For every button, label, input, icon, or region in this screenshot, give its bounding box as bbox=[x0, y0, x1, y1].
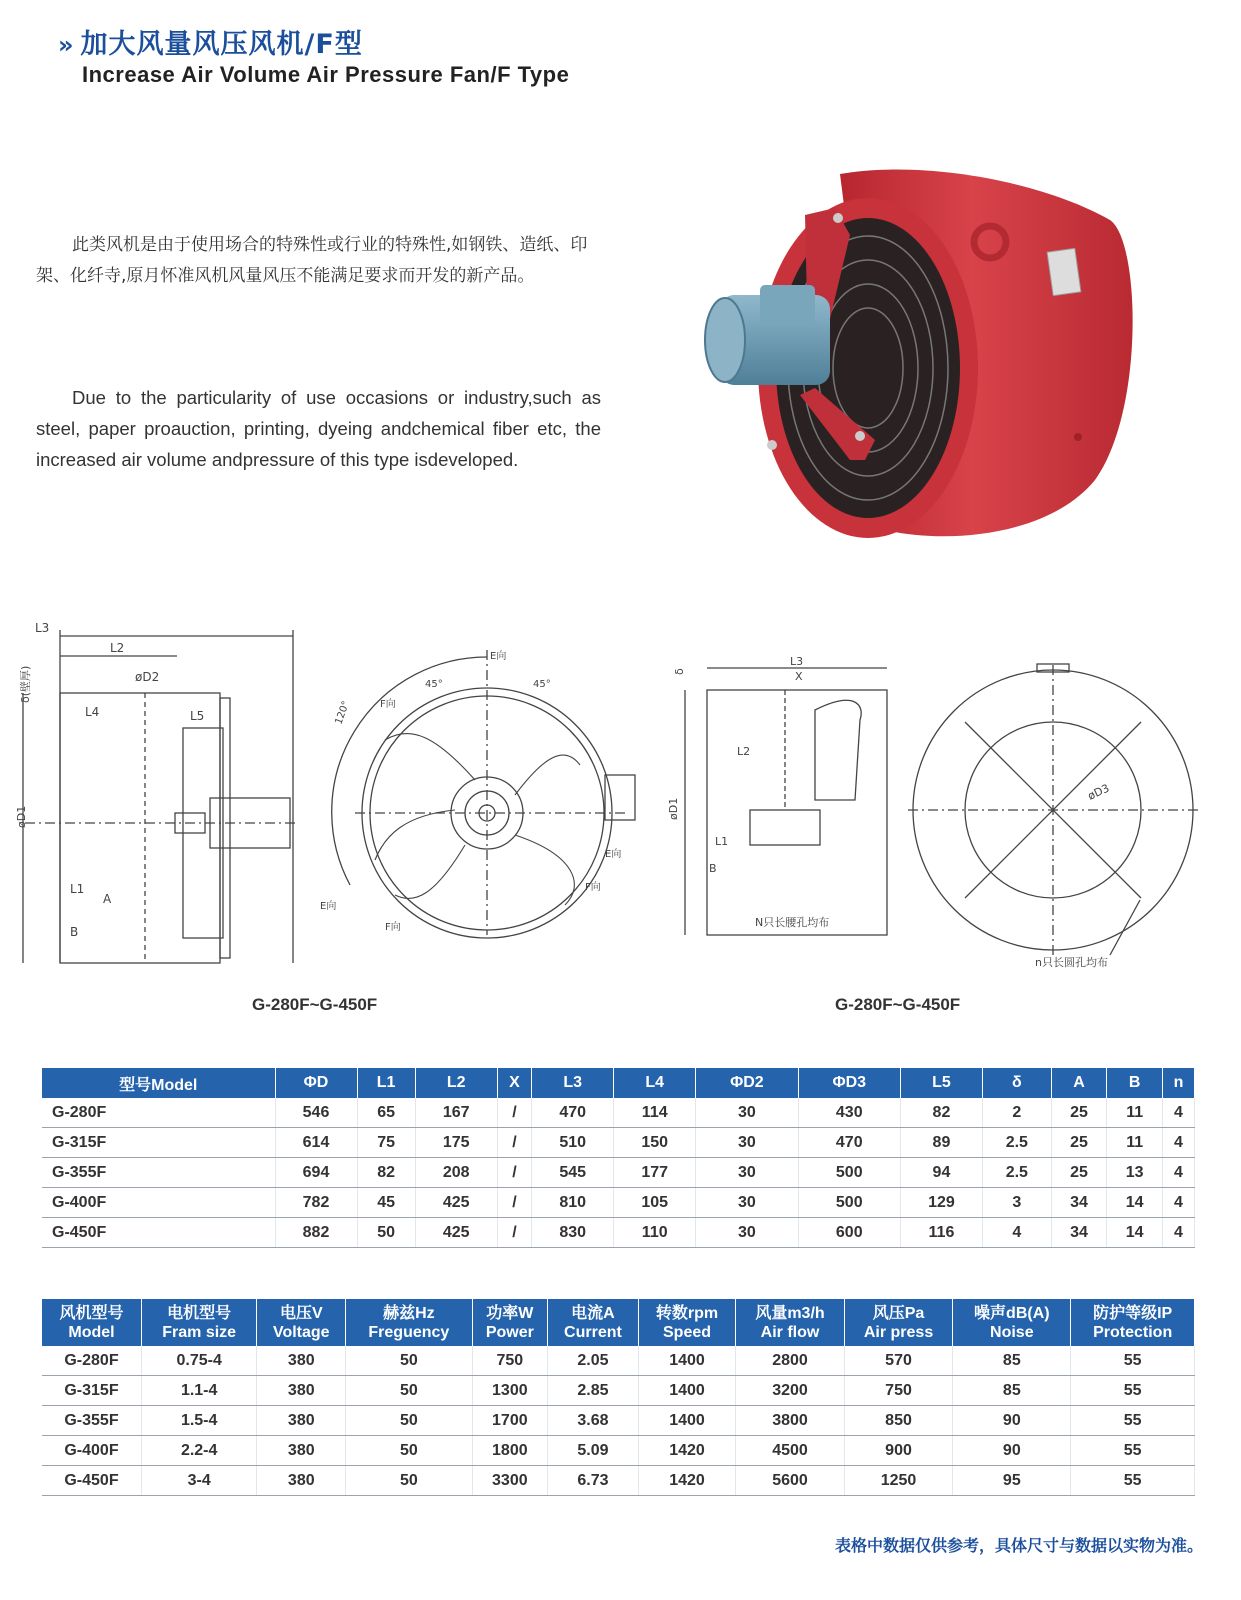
table1-cell: 30 bbox=[696, 1218, 798, 1248]
label-D1: øD1 bbox=[15, 805, 28, 828]
table1-cell: 14 bbox=[1107, 1188, 1163, 1218]
table1-cell: / bbox=[497, 1098, 532, 1128]
table2-cell: 1400 bbox=[638, 1346, 736, 1376]
label-E-left: E向 bbox=[320, 901, 337, 912]
table2-header-en: Speed bbox=[663, 1323, 712, 1341]
table2-cell: 55 bbox=[1071, 1376, 1195, 1406]
table2-cell: G-355F bbox=[42, 1406, 141, 1436]
table2-row bbox=[42, 1376, 1195, 1406]
table1-cell: 175 bbox=[415, 1128, 497, 1158]
table2-cell: 55 bbox=[1071, 1436, 1195, 1466]
table1-cell: 30 bbox=[696, 1188, 798, 1218]
table2-header-cn: 噪声dB(A) bbox=[974, 1304, 1050, 1322]
table1-cell: 82 bbox=[900, 1098, 982, 1128]
table2-cell: 2.2-4 bbox=[141, 1436, 256, 1466]
page-title-cn bbox=[58, 22, 363, 61]
table2-cell: 380 bbox=[257, 1466, 346, 1496]
table1-cell: 82 bbox=[357, 1158, 415, 1188]
label-D1-b: øD1 bbox=[667, 797, 680, 820]
table2-cell: 55 bbox=[1071, 1346, 1195, 1376]
table2-cell: 1300 bbox=[472, 1376, 548, 1406]
table1-cell: 782 bbox=[275, 1188, 357, 1218]
table2-cell: 380 bbox=[257, 1406, 346, 1436]
table1-cell: 208 bbox=[415, 1158, 497, 1188]
table2-header-en: Model bbox=[68, 1323, 115, 1341]
table1-cell: 25 bbox=[1051, 1098, 1107, 1128]
table2-header-en: Noise bbox=[990, 1323, 1034, 1341]
table1-header-3: L2 bbox=[415, 1068, 497, 1098]
table2-cell: 1250 bbox=[844, 1466, 953, 1496]
table1-cell: 25 bbox=[1051, 1158, 1107, 1188]
table1-cell: 75 bbox=[357, 1128, 415, 1158]
table1-header-0: 型号Model bbox=[42, 1068, 275, 1098]
table2-cell: 3-4 bbox=[141, 1466, 256, 1496]
table1-cell: 89 bbox=[900, 1128, 982, 1158]
label-F-top: F向 bbox=[380, 699, 396, 710]
table2-cell: 5.09 bbox=[548, 1436, 639, 1466]
label-L1: L1 bbox=[70, 882, 85, 896]
table1-cell: 65 bbox=[357, 1098, 415, 1128]
table2-header-cn: 风机型号 bbox=[59, 1304, 124, 1322]
table2-header-2 bbox=[257, 1299, 346, 1346]
table2-cell: 85 bbox=[953, 1346, 1071, 1376]
table2-header-7 bbox=[736, 1299, 845, 1346]
table2-cell: 1800 bbox=[472, 1436, 548, 1466]
table1-cell: G-280F bbox=[42, 1098, 275, 1128]
table2-header-en: Fram size bbox=[162, 1323, 237, 1341]
table2-cell: 750 bbox=[472, 1346, 548, 1376]
table2-cell: 1420 bbox=[638, 1466, 736, 1496]
label-L4: L4 bbox=[85, 705, 100, 719]
table2-cell: 2.85 bbox=[548, 1376, 639, 1406]
description-en: Due to the particularity of use occasions or industry,such as steel, paper proauction, printing, dyeing andchemical fiber etc, the increased air volume andpressure of this type isdeveloped. bbox=[36, 387, 601, 470]
label-L5: L5 bbox=[190, 709, 205, 723]
table2-cell: 1.5-4 bbox=[141, 1406, 256, 1436]
table1-cell: 430 bbox=[798, 1098, 900, 1128]
table1-header-9: L5 bbox=[900, 1068, 982, 1098]
table2-header-5 bbox=[548, 1299, 639, 1346]
table2-header-cn: 赫兹Hz bbox=[383, 1304, 435, 1322]
table1-cell: 2.5 bbox=[982, 1158, 1051, 1188]
table1-cell: 545 bbox=[532, 1158, 614, 1188]
table1-cell: 25 bbox=[1051, 1128, 1107, 1158]
table1-cell: 4 bbox=[1162, 1158, 1194, 1188]
table2-row bbox=[42, 1466, 1195, 1496]
table2-header-9 bbox=[953, 1299, 1071, 1346]
table1-cell: 4 bbox=[1162, 1188, 1194, 1218]
table1-cell: 694 bbox=[275, 1158, 357, 1188]
table2-row bbox=[42, 1346, 1195, 1376]
dimension-table bbox=[42, 1068, 1195, 1248]
table1-cell: 4 bbox=[1162, 1218, 1194, 1248]
table1-header-10: δ bbox=[982, 1068, 1051, 1098]
footnote: 表格中数据仅供参考，具体尺寸与数据以实物为准。 bbox=[834, 1536, 1203, 1555]
table2-cell: 750 bbox=[844, 1376, 953, 1406]
description-cn: 此类风机是由于使用场合的特殊性或行业的特殊性,如钢铁、造纸、印架、化纤寺,原月怀准风机风量风压不能满足要求而开发的新产品。 bbox=[36, 235, 588, 286]
table2-header-en: Freguency bbox=[368, 1323, 450, 1341]
nameplate-icon bbox=[1047, 248, 1081, 295]
table1-cell: 500 bbox=[798, 1158, 900, 1188]
drawing-side-view-2 bbox=[665, 650, 900, 945]
label-F-right: F向 bbox=[585, 882, 601, 893]
table1-cell: 105 bbox=[614, 1188, 696, 1218]
table1-cell: 4 bbox=[1162, 1128, 1194, 1158]
table1-cell: G-355F bbox=[42, 1158, 275, 1188]
table1-cell: 4 bbox=[982, 1218, 1051, 1248]
label-n-slots: N只长腰孔均布 bbox=[755, 916, 830, 929]
table2-cell: 50 bbox=[346, 1406, 472, 1436]
table1-cell: 45 bbox=[357, 1188, 415, 1218]
table1-cell: 810 bbox=[532, 1188, 614, 1218]
table2-cell: 1700 bbox=[472, 1406, 548, 1436]
table1-cell: 425 bbox=[415, 1218, 497, 1248]
table2-cell: 50 bbox=[346, 1436, 472, 1466]
table1-cell: G-400F bbox=[42, 1188, 275, 1218]
table2-header-en: Air press bbox=[863, 1323, 934, 1341]
table2-row bbox=[42, 1436, 1195, 1466]
label-n-holes: n只长圆孔均布 bbox=[1035, 956, 1108, 969]
table1-cell: 882 bbox=[275, 1218, 357, 1248]
table2-cell: 90 bbox=[953, 1436, 1071, 1466]
table2-header-cn: 转数rpm bbox=[655, 1304, 719, 1322]
table2-row bbox=[42, 1406, 1195, 1436]
table2-cell: 3.68 bbox=[548, 1406, 639, 1436]
motor-junction-box bbox=[760, 285, 815, 325]
table2-cell: 850 bbox=[844, 1406, 953, 1436]
table2-header-6 bbox=[638, 1299, 736, 1346]
table1-cell: 50 bbox=[357, 1218, 415, 1248]
table2-cell: 2800 bbox=[736, 1346, 845, 1376]
table1-cell: / bbox=[497, 1218, 532, 1248]
table2-cell: 380 bbox=[257, 1346, 346, 1376]
table2-header-cn: 防护等级IP bbox=[1093, 1304, 1173, 1322]
table1-header-7: ΦD2 bbox=[696, 1068, 798, 1098]
table1-cell: 11 bbox=[1107, 1098, 1163, 1128]
table1-row bbox=[42, 1098, 1195, 1128]
label-B: B bbox=[70, 925, 79, 939]
table1-cell: 13 bbox=[1107, 1158, 1163, 1188]
table2-header-cn: 功率W bbox=[486, 1304, 534, 1322]
table1-cell: 2 bbox=[982, 1098, 1051, 1128]
table1-header-1: ΦD bbox=[275, 1068, 357, 1098]
table2-header-en: Current bbox=[564, 1323, 622, 1341]
table2-header-en: Protection bbox=[1093, 1323, 1173, 1341]
table1-header-8: ΦD3 bbox=[798, 1068, 900, 1098]
table2-cell: 2.05 bbox=[548, 1346, 639, 1376]
table1-cell: 110 bbox=[614, 1218, 696, 1248]
label-L2: L2 bbox=[110, 641, 125, 655]
table1-cell: 34 bbox=[1051, 1218, 1107, 1248]
table2-header-3 bbox=[346, 1299, 472, 1346]
table2-cell: G-315F bbox=[42, 1376, 141, 1406]
table1-cell: 30 bbox=[696, 1158, 798, 1188]
table2-header-4 bbox=[472, 1299, 548, 1346]
table1-cell: 3 bbox=[982, 1188, 1051, 1218]
table2-cell: 50 bbox=[346, 1466, 472, 1496]
label-45-right: 45° bbox=[533, 679, 551, 690]
table2-cell: 55 bbox=[1071, 1466, 1195, 1496]
table2-cell: 0.75-4 bbox=[141, 1346, 256, 1376]
table2-cell: 1420 bbox=[638, 1436, 736, 1466]
table1-cell: 830 bbox=[532, 1218, 614, 1248]
label-E-top: E向 bbox=[490, 651, 507, 662]
table1-cell: 14 bbox=[1107, 1218, 1163, 1248]
table2-cell: 55 bbox=[1071, 1406, 1195, 1436]
table1-cell: 614 bbox=[275, 1128, 357, 1158]
table2-header-cn: 风量m3/h bbox=[755, 1304, 825, 1322]
label-F-bottom: F向 bbox=[385, 922, 401, 933]
table2-cell: 50 bbox=[346, 1346, 472, 1376]
table1-header-13: n bbox=[1162, 1068, 1194, 1098]
table2-cell: 3300 bbox=[472, 1466, 548, 1496]
table2-cell: 1400 bbox=[638, 1376, 736, 1406]
label-120: 120° bbox=[333, 699, 353, 727]
table1-row bbox=[42, 1218, 1195, 1248]
table2-cell: 95 bbox=[953, 1466, 1071, 1496]
table1-row bbox=[42, 1128, 1195, 1158]
table2-header-en: Air flow bbox=[760, 1323, 820, 1341]
drawing-front-view bbox=[315, 645, 650, 940]
table1-cell: 94 bbox=[900, 1158, 982, 1188]
title-cn-text: 加大风量风压风机/F型 bbox=[80, 29, 363, 60]
table2-header-cn: 电流A bbox=[571, 1304, 615, 1322]
table1-header-11: A bbox=[1051, 1068, 1107, 1098]
label-A: A bbox=[103, 892, 112, 906]
table2-header-8 bbox=[844, 1299, 953, 1346]
label-d: δ bbox=[673, 668, 686, 675]
table1-cell: G-450F bbox=[42, 1218, 275, 1248]
table1-cell: 116 bbox=[900, 1218, 982, 1248]
table2-cell: G-400F bbox=[42, 1436, 141, 1466]
table2-cell: 3200 bbox=[736, 1376, 845, 1406]
table2-cell: 90 bbox=[953, 1406, 1071, 1436]
table2-cell: 570 bbox=[844, 1346, 953, 1376]
label-B-b: B bbox=[709, 862, 717, 875]
table2-cell: G-280F bbox=[42, 1346, 141, 1376]
table1-header-12: B bbox=[1107, 1068, 1163, 1098]
table1-cell: 600 bbox=[798, 1218, 900, 1248]
table2-header-cn: 电压V bbox=[279, 1304, 323, 1322]
label-E-right: E向 bbox=[605, 849, 622, 860]
label-L2-b: L2 bbox=[737, 745, 751, 758]
table1-cell: 114 bbox=[614, 1098, 696, 1128]
table2-header-cn: 电机型号 bbox=[167, 1304, 232, 1322]
motor-end-cap bbox=[705, 298, 745, 382]
table2-header-en: Power bbox=[485, 1323, 534, 1341]
table1-row bbox=[42, 1158, 1195, 1188]
label-L3-b: L3 bbox=[790, 655, 804, 668]
table1-cell: G-315F bbox=[42, 1128, 275, 1158]
label-45-left: 45° bbox=[425, 679, 443, 690]
drawing-caption-left: G-280F~G-450F bbox=[252, 995, 378, 1014]
table1-row bbox=[42, 1188, 1195, 1218]
table2-cell: 900 bbox=[844, 1436, 953, 1466]
drawing-side-section bbox=[15, 618, 305, 973]
table1-header-4: X bbox=[497, 1068, 532, 1098]
drawing-caption-right: G-280F~G-450F bbox=[835, 995, 961, 1014]
table2-cell: 5600 bbox=[736, 1466, 845, 1496]
table1-cell: 30 bbox=[696, 1128, 798, 1158]
table2-header-cn: 风压Pa bbox=[872, 1304, 925, 1322]
table2-cell: 3800 bbox=[736, 1406, 845, 1436]
table2-cell: 85 bbox=[953, 1376, 1071, 1406]
label-L3: L3 bbox=[35, 621, 50, 635]
table2-cell: 4500 bbox=[736, 1436, 845, 1466]
table1-cell: / bbox=[497, 1188, 532, 1218]
table2-header-en: Voltage bbox=[272, 1323, 330, 1341]
table2-cell: 1.1-4 bbox=[141, 1376, 256, 1406]
table1-cell: 11 bbox=[1107, 1128, 1163, 1158]
table1-header-2: L1 bbox=[357, 1068, 415, 1098]
table1-cell: 2.5 bbox=[982, 1128, 1051, 1158]
fan-product-photo bbox=[690, 160, 1160, 545]
table1-cell: 500 bbox=[798, 1188, 900, 1218]
table1-cell: 470 bbox=[798, 1128, 900, 1158]
label-L1-b: L1 bbox=[715, 835, 729, 848]
table1-cell: 150 bbox=[614, 1128, 696, 1158]
drawing-rear-view bbox=[905, 660, 1205, 980]
table1-cell: 129 bbox=[900, 1188, 982, 1218]
table1-cell: 546 bbox=[275, 1098, 357, 1128]
page-title-en: Increase Air Volume Air Pressure Fan/F Type bbox=[82, 62, 570, 87]
label-X: X bbox=[795, 670, 803, 683]
table1-cell: 30 bbox=[696, 1098, 798, 1128]
table1-cell: 34 bbox=[1051, 1188, 1107, 1218]
label-D2: øD2 bbox=[135, 670, 160, 684]
table1-header-5: L3 bbox=[532, 1068, 614, 1098]
performance-table bbox=[42, 1299, 1195, 1496]
table2-cell: 6.73 bbox=[548, 1466, 639, 1496]
table1-cell: 177 bbox=[614, 1158, 696, 1188]
table1-cell: 167 bbox=[415, 1098, 497, 1128]
table1-cell: 4 bbox=[1162, 1098, 1194, 1128]
table2-header-1 bbox=[141, 1299, 256, 1346]
table1-cell: 425 bbox=[415, 1188, 497, 1218]
table2-cell: 50 bbox=[346, 1376, 472, 1406]
table2-cell: 380 bbox=[257, 1436, 346, 1466]
table1-cell: 510 bbox=[532, 1128, 614, 1158]
label-D3: øD3 bbox=[1085, 781, 1112, 803]
table2-cell: G-450F bbox=[42, 1466, 141, 1496]
table1-cell: / bbox=[497, 1128, 532, 1158]
table1-cell: 470 bbox=[532, 1098, 614, 1128]
double-chevron-icon: » bbox=[58, 31, 75, 59]
table1-cell: / bbox=[497, 1158, 532, 1188]
table2-header-0 bbox=[42, 1299, 141, 1346]
table2-header-10 bbox=[1071, 1299, 1195, 1346]
table2-cell: 380 bbox=[257, 1376, 346, 1406]
label-delta: δ(壁厚) bbox=[19, 665, 32, 703]
table2-cell: 1400 bbox=[638, 1406, 736, 1436]
table1-header-6: L4 bbox=[614, 1068, 696, 1098]
